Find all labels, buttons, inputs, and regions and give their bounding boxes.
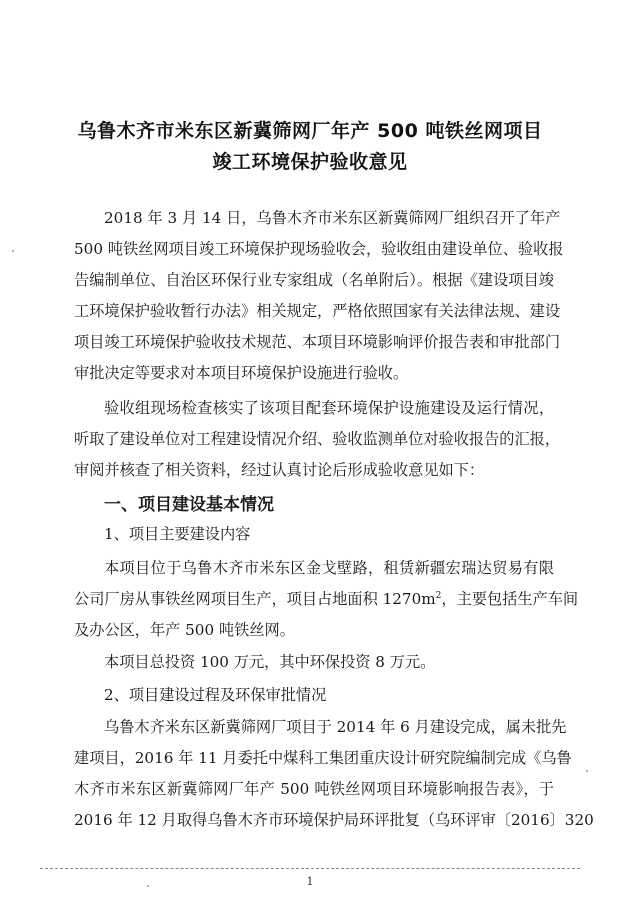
sub1-line: 公司厂房从事铁丝网项目生产，项目占地面积 $1270m^2$，主要包括生产车间 xyxy=(74,590,579,608)
scan-speck xyxy=(147,885,149,887)
intro-line: 审批决定等要求对本项目环境保护设施进行验收。 xyxy=(74,364,409,382)
intro-line: 2018 年 3 月 14 日，乌鲁木齐市米东区新冀筛网厂组织召开了年产 xyxy=(104,209,561,227)
sub1-line: 本项目位于乌鲁木齐市米东区金戈壁路，租赁新疆宏瑞达贸易有限 xyxy=(104,559,554,577)
subsection-heading: 2、项目建设过程及环保审批情况 xyxy=(104,686,327,704)
footer-rule xyxy=(40,868,580,869)
intro-line: 工环境保护验收暂行办法》相关规定，严格依照国家有关法律法规、建设 xyxy=(74,302,560,320)
page-number: 1 xyxy=(306,875,314,888)
document-title-line-1: 乌鲁木齐市米东区新冀筛网厂年产 500 吨铁丝网项目 xyxy=(77,120,543,142)
sub2-line: 2016 年 12 月取得乌鲁木齐市环境保护局环评批复（乌环评审〔2016〕320 xyxy=(74,811,594,829)
para2-line: 听取了建设单位对工程建设情况介绍、验收监测单位对验收报告的汇报， xyxy=(74,430,560,448)
intro-line: 500 吨铁丝网项目竣工环境保护现场验收会，验收组由建设单位、验收报 xyxy=(74,240,564,258)
scan-speck xyxy=(586,770,588,772)
sub2-line: 木齐市米东区新冀筛网厂年产 500 吨铁丝网项目环境影响报告表》，于 xyxy=(74,780,554,798)
sub1-investment-line: 本项目总投资 100 万元，其中环保投资 8 万元。 xyxy=(104,653,436,671)
intro-line: 告编制单位、自治区环保行业专家组成（名单附后）。根据《建设项目竣 xyxy=(74,271,554,289)
scan-speck xyxy=(12,250,14,252)
sub1-line: 及办公区，年产 500 吨铁丝网。 xyxy=(74,621,295,639)
para2-line: 审阅并核查了相关资料，经过认真讨论后形成验收意见如下： xyxy=(74,461,485,479)
subsection-heading: 1、项目主要建设内容 xyxy=(104,525,251,543)
intro-line: 项目竣工环境保护验收技术规范、本项目环境影响评价报告表和审批部门 xyxy=(74,333,560,351)
para2-line: 验收组现场检查核实了该项目配套环境保护设施建设及运行情况， xyxy=(104,399,554,417)
document-title-line-2: 竣工环境保护验收意见 xyxy=(212,151,408,173)
sub2-line: 乌鲁木齐米东区新冀筛网厂项目于 2014 年 6 月建设完成，属未批先 xyxy=(104,718,567,736)
sub2-line: 建项目，2016 年 11 月委托中煤科工集团重庆设计研究院编制完成《乌鲁 xyxy=(74,749,572,767)
section-heading: 一、项目建设基本情况 xyxy=(104,495,274,515)
